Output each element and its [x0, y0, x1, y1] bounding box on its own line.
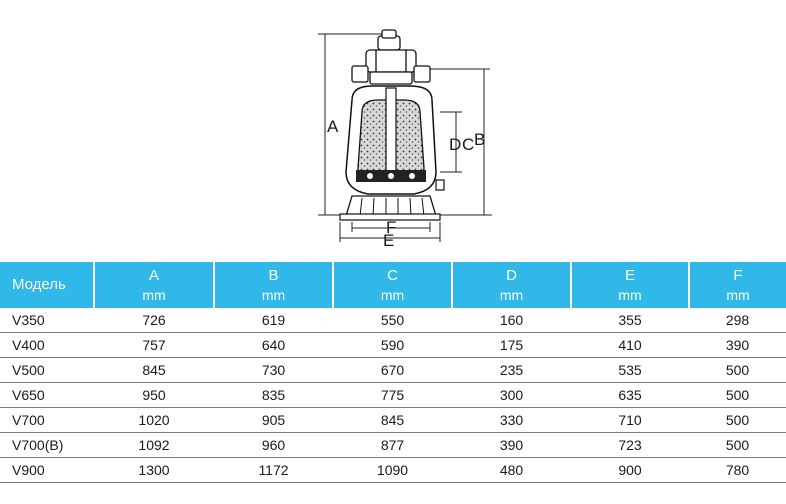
header-letter: C [387, 267, 398, 285]
table-row [0, 408, 786, 433]
dimension-label-b: B [474, 130, 486, 149]
value-cell: 640 [214, 333, 333, 358]
header-model: Модель [0, 262, 94, 308]
header-unit: mm [499, 286, 524, 303]
value-cell: 480 [452, 458, 571, 483]
header-letter: F [733, 267, 743, 285]
header-unit: mm [142, 286, 166, 303]
value-cell: 1172 [214, 458, 333, 483]
table-row [0, 433, 786, 458]
value-cell: 670 [333, 358, 452, 383]
value-cell: 500 [689, 383, 786, 408]
header-letter: A [148, 267, 159, 285]
value-cell: 835 [214, 383, 333, 408]
model-cell: V700(B) [0, 433, 94, 458]
value-cell: 500 [689, 358, 786, 383]
header-col-c [333, 262, 452, 308]
header-unit: mm [261, 286, 286, 303]
value-cell: 845 [333, 408, 452, 433]
value-cell: 500 [689, 408, 786, 433]
value-cell: 960 [214, 433, 333, 458]
value-cell: 900 [571, 458, 689, 483]
model-cell: V400 [0, 333, 94, 358]
table-row [0, 458, 786, 483]
dimension-label-f: F [386, 218, 397, 237]
header-letter: E [624, 267, 635, 285]
dimension-label-d: D [449, 135, 462, 154]
value-cell: 330 [452, 408, 571, 433]
value-cell: 300 [452, 383, 571, 408]
header-col-a [94, 262, 214, 308]
dimensions-table [0, 262, 786, 483]
value-cell: 730 [214, 358, 333, 383]
header-unit: mm [380, 286, 405, 303]
table-row [0, 383, 786, 408]
value-cell: 950 [94, 383, 214, 408]
dimension-label-c: C [462, 135, 475, 154]
header-col-d [452, 262, 571, 308]
value-cell: 1092 [94, 433, 214, 458]
model-cell: V650 [0, 383, 94, 408]
table-row [0, 358, 786, 383]
value-cell: 619 [214, 308, 333, 333]
table-row [0, 333, 786, 358]
value-cell: 726 [94, 308, 214, 333]
model-cell: V500 [0, 358, 94, 383]
value-cell: 723 [571, 433, 689, 458]
header-col-e [571, 262, 689, 308]
header-unit: mm [726, 286, 750, 303]
table-row [0, 308, 786, 333]
value-cell: 355 [571, 308, 689, 333]
value-cell: 635 [571, 383, 689, 408]
value-cell: 877 [333, 433, 452, 458]
value-cell: 757 [94, 333, 214, 358]
value-cell: 775 [333, 383, 452, 408]
value-cell: 235 [452, 358, 571, 383]
value-cell: 710 [571, 408, 689, 433]
header-letter: B [268, 267, 279, 285]
model-cell: V700 [0, 408, 94, 433]
value-cell: 590 [333, 333, 452, 358]
value-cell: 390 [689, 333, 786, 358]
value-cell: 1020 [94, 408, 214, 433]
dimension-label-e: E [383, 231, 395, 250]
model-cell: V350 [0, 308, 94, 333]
header-unit: mm [618, 286, 642, 303]
value-cell: 175 [452, 333, 571, 358]
header-letter: D [506, 267, 517, 285]
value-cell: 160 [452, 308, 571, 333]
value-cell: 845 [94, 358, 214, 383]
model-cell: V900 [0, 458, 94, 483]
value-cell: 298 [689, 308, 786, 333]
value-cell: 500 [689, 433, 786, 458]
value-cell: 550 [333, 308, 452, 333]
value-cell: 535 [571, 358, 689, 383]
value-cell: 1300 [94, 458, 214, 483]
value-cell: 1090 [333, 458, 452, 483]
value-cell: 410 [571, 333, 689, 358]
value-cell: 780 [689, 458, 786, 483]
table-header-row [0, 262, 786, 308]
dimension-label-a: A [327, 117, 339, 136]
header-col-f [689, 262, 786, 308]
value-cell: 905 [214, 408, 333, 433]
header-col-b [214, 262, 333, 308]
value-cell: 390 [452, 433, 571, 458]
